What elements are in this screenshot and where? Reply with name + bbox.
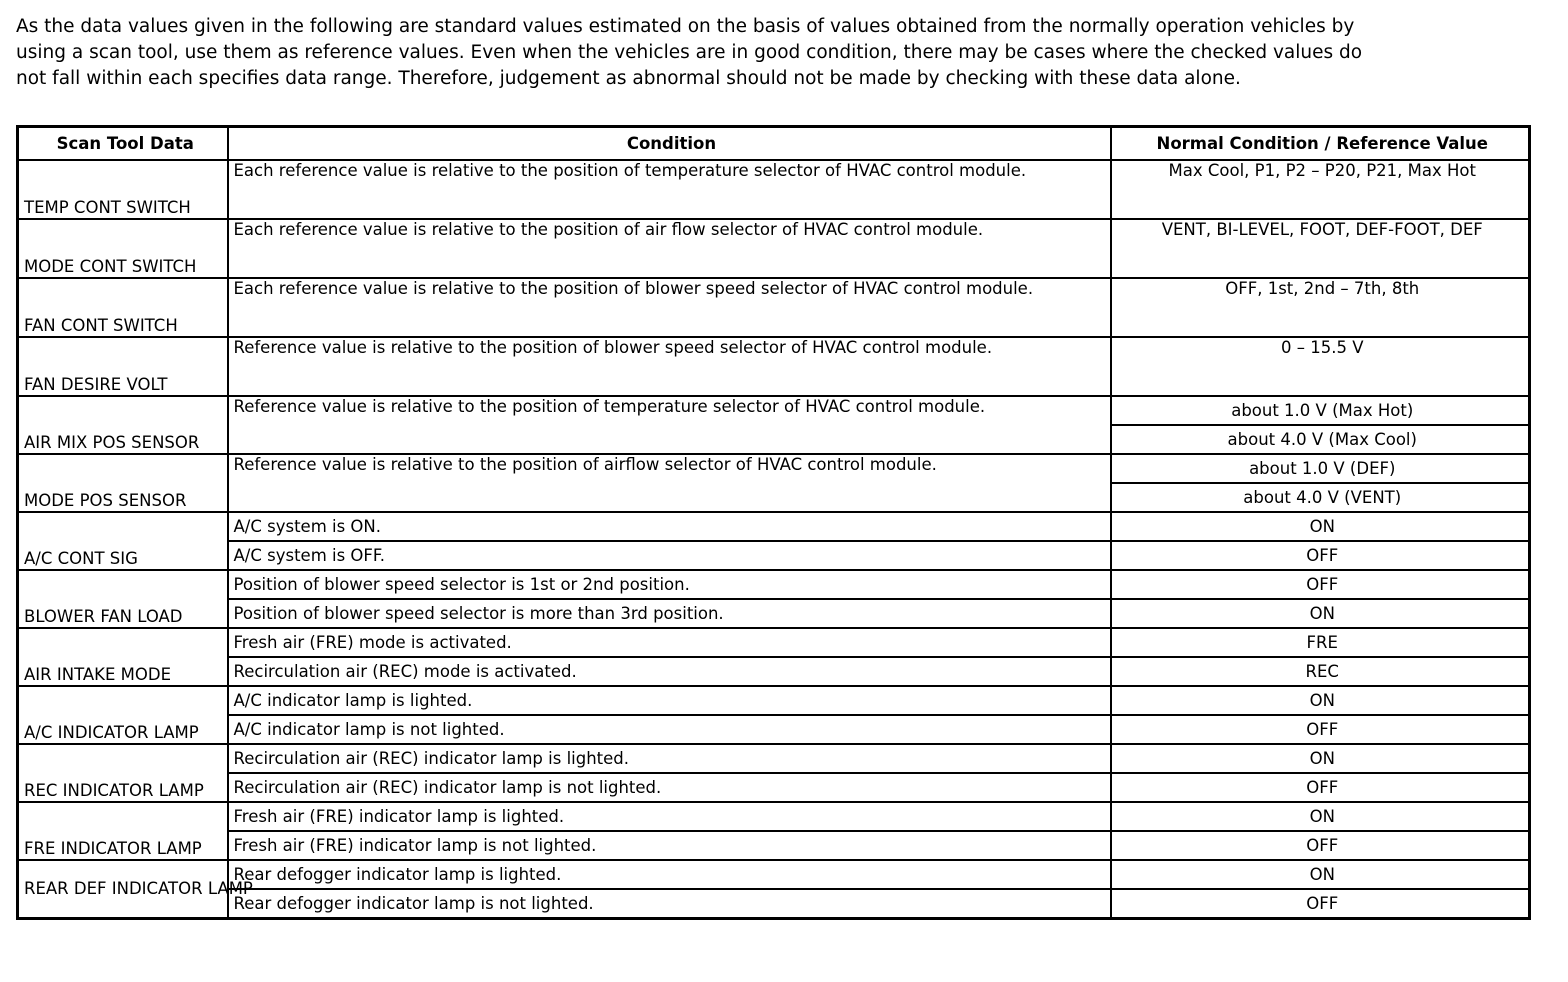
scan-data-name: FAN DESIRE VOLT: [18, 337, 228, 396]
reference-value-cell: OFF: [1111, 773, 1530, 802]
table-row: [18, 889, 1530, 919]
reference-value-cell: ON: [1111, 599, 1530, 628]
reference-value-cell: about 1.0 V (DEF): [1111, 454, 1530, 483]
scan-data-name: REAR DEF INDICATOR LAMP: [18, 860, 228, 919]
condition-cell: Recirculation air (REC) mode is activated.: [228, 657, 1111, 686]
scan-data-name: FRE INDICATOR LAMP: [18, 802, 228, 860]
reference-value-cell: ON: [1111, 860, 1530, 889]
table-row: [18, 686, 1530, 715]
scan-data-name: REC INDICATOR LAMP: [18, 744, 228, 802]
reference-value-cell: REC: [1111, 657, 1530, 686]
reference-value-cell: OFF: [1111, 541, 1530, 570]
scan-data-name: A/C CONT SIG: [18, 512, 228, 570]
reference-value-cell: ON: [1111, 512, 1530, 541]
reference-value-cell: Max Cool, P1, P2 – P20, P21, Max Hot: [1111, 160, 1530, 219]
condition-cell: A/C indicator lamp is not lighted.: [228, 715, 1111, 744]
reference-value-cell: OFF: [1111, 715, 1530, 744]
table-row: [18, 715, 1530, 744]
condition-cell: Rear defogger indicator lamp is not lighted.: [228, 889, 1111, 919]
condition-cell: A/C indicator lamp is lighted.: [228, 686, 1111, 715]
table-row: [18, 278, 1530, 337]
table-row: [18, 570, 1530, 599]
table-row: [18, 454, 1530, 483]
intro-line-2: using a scan tool, use them as reference values. Even when the vehicles are in good condition, there may be cases where the checked values do: [16, 42, 1363, 63]
condition-cell: A/C system is ON.: [228, 512, 1111, 541]
reference-value-cell: about 1.0 V (Max Hot): [1111, 396, 1530, 425]
reference-value-cell: 0 – 15.5 V: [1111, 337, 1530, 396]
reference-value-cell: ON: [1111, 744, 1530, 773]
intro-paragraph: [16, 14, 1556, 92]
condition-cell: Rear defogger indicator lamp is lighted.: [228, 860, 1111, 889]
scan-data-name: MODE CONT SWITCH: [18, 219, 228, 278]
reference-value-cell: OFF: [1111, 831, 1530, 860]
condition-cell: Fresh air (FRE) mode is activated.: [228, 628, 1111, 657]
header-condition: Condition: [228, 127, 1111, 161]
header-reference-value: Normal Condition / Reference Value: [1111, 127, 1530, 161]
header-scan-tool-data: Scan Tool Data: [18, 127, 228, 161]
scan-data-name: A/C INDICATOR LAMP: [18, 686, 228, 744]
table-row: [18, 396, 1530, 425]
table-row: [18, 831, 1530, 860]
condition-cell: Position of blower speed selector is more than 3rd position.: [228, 599, 1111, 628]
table-row: [18, 599, 1530, 628]
condition-cell: Reference value is relative to the position of blower speed selector of HVAC control module.: [228, 337, 1111, 396]
table-row: [18, 860, 1530, 889]
scan-data-name: BLOWER FAN LOAD: [18, 570, 228, 628]
condition-cell: Recirculation air (REC) indicator lamp is not lighted.: [228, 773, 1111, 802]
table-row: [18, 744, 1530, 773]
reference-value-cell: OFF: [1111, 889, 1530, 919]
table-row: [18, 802, 1530, 831]
scan-data-name: AIR INTAKE MODE: [18, 628, 228, 686]
intro-line-3: not fall within each specifies data range. Therefore, judgement as abnormal should not be made by checking with these data alone.: [16, 68, 1241, 89]
condition-cell: Fresh air (FRE) indicator lamp is not lighted.: [228, 831, 1111, 860]
condition-cell: Each reference value is relative to the position of temperature selector of HVAC control module.: [228, 160, 1111, 219]
condition-cell: Reference value is relative to the position of airflow selector of HVAC control module.: [228, 454, 1111, 512]
scan-tool-data-table: [16, 125, 1531, 920]
table-row: [18, 657, 1530, 686]
table-header-row: [18, 127, 1530, 161]
table-row: [18, 337, 1530, 396]
reference-value-cell: about 4.0 V (Max Cool): [1111, 425, 1530, 454]
scan-data-name: TEMP CONT SWITCH: [18, 160, 228, 219]
table-row: [18, 160, 1530, 219]
scan-data-name: FAN CONT SWITCH: [18, 278, 228, 337]
condition-cell: Each reference value is relative to the position of blower speed selector of HVAC control module.: [228, 278, 1111, 337]
condition-cell: Reference value is relative to the position of temperature selector of HVAC control module.: [228, 396, 1111, 454]
reference-value-cell: VENT, BI-LEVEL, FOOT, DEF-FOOT, DEF: [1111, 219, 1530, 278]
scan-data-name: MODE POS SENSOR: [18, 454, 228, 512]
reference-value-cell: ON: [1111, 686, 1530, 715]
scan-data-name: AIR MIX POS SENSOR: [18, 396, 228, 454]
condition-cell: Each reference value is relative to the position of air flow selector of HVAC control module.: [228, 219, 1111, 278]
condition-cell: Position of blower speed selector is 1st or 2nd position.: [228, 570, 1111, 599]
reference-value-cell: FRE: [1111, 628, 1530, 657]
reference-value-cell: about 4.0 V (VENT): [1111, 483, 1530, 512]
reference-value-cell: ON: [1111, 802, 1530, 831]
reference-value-cell: OFF, 1st, 2nd – 7th, 8th: [1111, 278, 1530, 337]
condition-cell: Recirculation air (REC) indicator lamp is lighted.: [228, 744, 1111, 773]
condition-cell: A/C system is OFF.: [228, 541, 1111, 570]
table-row: [18, 773, 1530, 802]
intro-line-1: As the data values given in the following are standard values estimated on the basis of values obtained from the normally operation vehicles by: [16, 16, 1355, 37]
reference-value-cell: OFF: [1111, 570, 1530, 599]
table-row: [18, 541, 1530, 570]
table-row: [18, 219, 1530, 278]
condition-cell: Fresh air (FRE) indicator lamp is lighted.: [228, 802, 1111, 831]
table-row: [18, 512, 1530, 541]
table-row: [18, 628, 1530, 657]
